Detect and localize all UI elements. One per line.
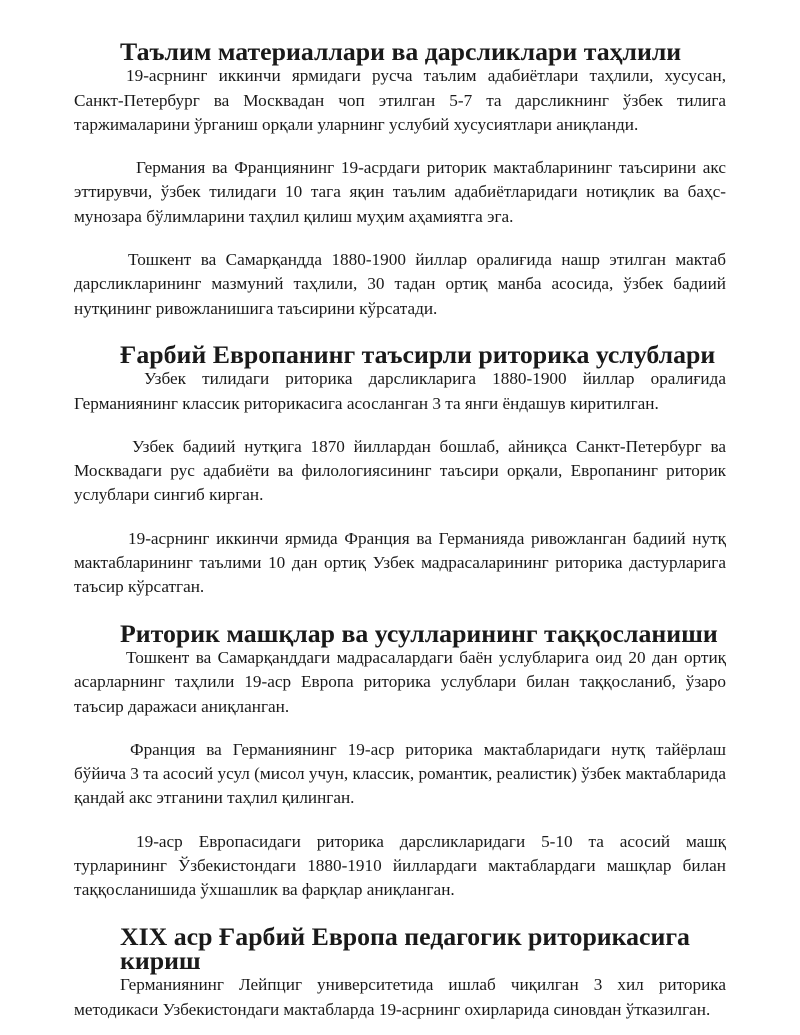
paragraph: Узбек тилидаги риторика дарсликларига 1880-1900 йиллар оралиғида Германиянинг классик риторикасига асосланган 3 та янги ёндашув киритилган. [74,369,726,413]
paragraph: Франция ва Германиянинг 19-аср риторика мактабларидаги нутқ тайёрлаш бўйича 3 та асосий усул (мисол учун, классик, романтик, реалистик) ўзбек мактабларида қандай акс этганини таҳлил қилинган. [74,739,726,808]
paragraph: Германия ва Франциянинг 19-асрдаги риторик мактабларининг таъсирини акс эттирувчи, ўзбек тилидаги 10 тага яқин таълим адабиётларидаги нотиқлик ва баҳс-мунозара бўлимларини таҳлил қилиш муҳим аҳамиятга эга. [74,158,726,226]
paragraph: 19-аср Европасидаги риторика дарсликларидаги 5-10 та асосий машқ турларининг Ўзбекистондаги 1880-1910 йиллардаги мактаблардаги машқлар билан таққосланишида ўхшашлик ва фарқлар аниқланган. [74,831,726,900]
section-heading: Риторик машқлар ва усулларининг таққосланиши [120,618,718,648]
paragraph: Тошкент ва Самарқанддаги мадрасалардаги баён услубларига оид 20 дан ортиқ асарларнинг таҳлили 19-аср Европа риторика услублари билан таққосланиб, ўзаро таъсир даражаси аниқланган. [74,647,726,716]
paragraph: Тошкент ва Самарқандда 1880-1900 йиллар оралиғида нашр этилган мактаб дарсликларининг мазмуний таҳлили, 30 тадан ортиқ манба асосида, ўзбек бадиий нутқининг ривожланишига таъсирини кўрсатади. [74,250,726,318]
paragraph: 19-асрнинг иккинчи ярмидаги русча таълим адабиётлари таҳлили, хусусан, Санкт-Петербург ва Москвадан чоп этилган 5-7 та дарсликнинг ўзбек тилига таржималарини ўрганиш орқали уларнинг услубий хусусиятлари аниқланди. [74,66,726,134]
section-heading: Таълим материаллари ва дарсликлари таҳлили [120,37,682,66]
document-page [74,37,726,1022]
paragraph: Узбек бадиий нутқига 1870 йиллардан бошлаб, айниқса Санкт-Петербург ва Москвадаги рус адабиёти ва филологиясининг таъсири орқали, Европанинг риторик услублари сингиб кирган. [74,436,726,505]
paragraph: Германиянинг Лейпциг университетида ишлаб чиқилган 3 хил риторика методикаси Узбекистондаги мактабларда 19-асрнинг охирларида синовдан ўтказилган. [74,975,726,1019]
paragraph: 19-асрнинг иккинчи ярмида Франция ва Германияда ривожланган бадиий нутқ мактабларининг таълими 10 дан ортиқ Узбек мадрасаларининг риторика дастурларига таъсир кўрсатган. [74,528,726,597]
section-heading: Ғарбий Европанинг таъсирли риторика услублари [120,339,716,369]
section-heading: XIX аср Ғарбий Европа педагогик риторикасига кириш [120,921,690,975]
